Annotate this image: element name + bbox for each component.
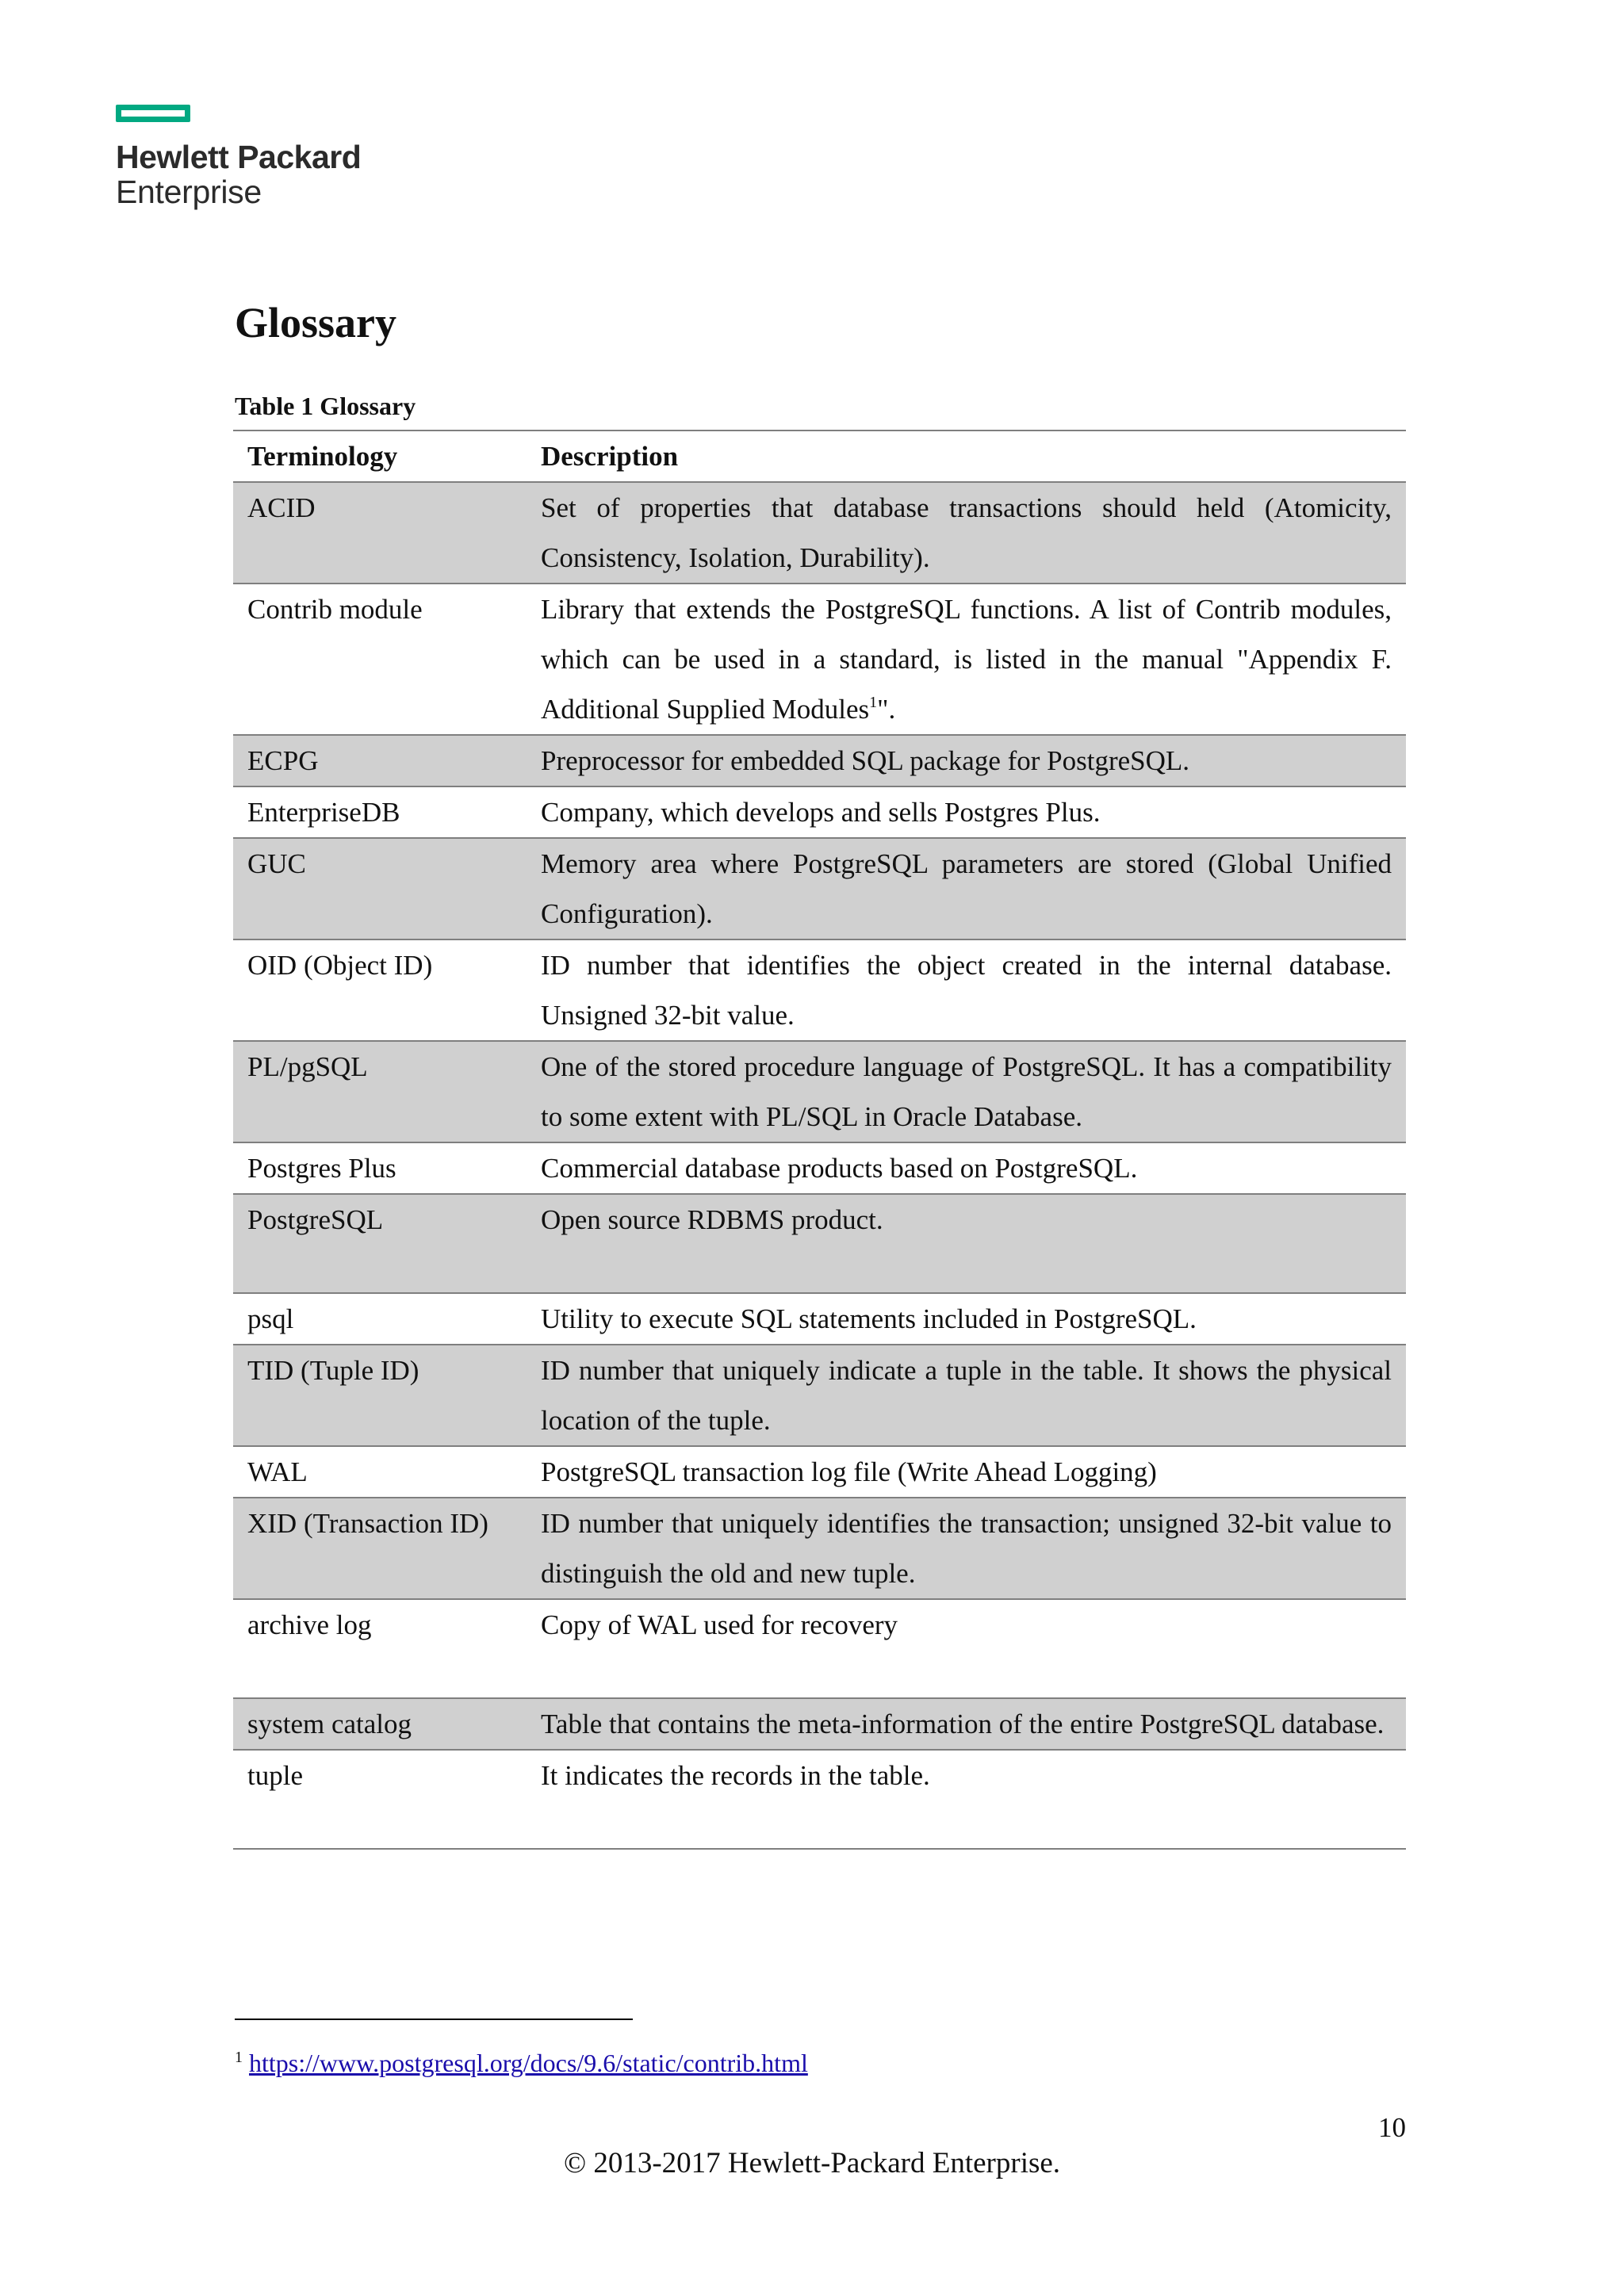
footnote-link[interactable]: https://www.postgresql.org/docs/9.6/static/contrib.html <box>249 2049 808 2077</box>
table-row <box>233 838 1406 939</box>
description-cell: Set of properties that database transactions should held (Atomicity, Consistency, Isolation, Durability). <box>527 482 1406 584</box>
hpe-logo-mark <box>116 105 190 122</box>
table-row <box>233 584 1406 735</box>
term-cell: Contrib module <box>233 584 527 735</box>
term-cell: PL/pgSQL <box>233 1041 527 1142</box>
description-cell: One of the stored procedure language of PostgreSQL. It has a compatibility to some extent with PL/SQL in Oracle Database. <box>527 1041 1406 1142</box>
description-cell: Table that contains the meta-information of the entire PostgreSQL database. <box>527 1698 1406 1750</box>
logo-text-line2: Enterprise <box>116 174 262 210</box>
description-cell: ID number that identifies the object created in the internal database. Unsigned 32-bit value. <box>527 939 1406 1041</box>
logo-text-line1: Hewlett Packard <box>116 139 362 175</box>
header-terminology: Terminology <box>233 430 527 482</box>
glossary-table <box>233 430 1406 1850</box>
table-row-spacer <box>233 1245 1406 1293</box>
description-text-end: ". <box>877 694 896 725</box>
table-caption: Table 1 Glossary <box>235 392 416 420</box>
description-cell: ID number that uniquely indicate a tuple in the table. It shows the physical location of the tuple. <box>527 1345 1406 1446</box>
term-cell: archive log <box>233 1599 527 1650</box>
description-cell: Memory area where PostgreSQL parameters are stored (Global Unified Configuration). <box>527 838 1406 939</box>
term-cell: EnterpriseDB <box>233 786 527 838</box>
table-row <box>233 939 1406 1041</box>
description-cell: Copy of WAL used for recovery <box>527 1599 1406 1650</box>
table-row <box>233 1142 1406 1194</box>
footnote-reference[interactable]: 1 <box>869 694 878 711</box>
term-cell: ECPG <box>233 735 527 786</box>
description-cell: Commercial database products based on PostgreSQL. <box>527 1142 1406 1194</box>
table-row <box>233 735 1406 786</box>
description-cell: PostgreSQL transaction log file (Write Ahead Logging) <box>527 1446 1406 1498</box>
term-cell: psql <box>233 1293 527 1345</box>
term-cell: PostgreSQL <box>233 1194 527 1245</box>
table-row-spacer <box>233 1800 1406 1849</box>
term-cell: tuple <box>233 1750 527 1800</box>
description-text: Library that extends the PostgreSQL functions. A list of Contrib modules, which can be used in a standard, is listed in the manual "Appendix F. Additional Supplied Modules <box>541 594 1392 725</box>
header-description: Description <box>527 430 1406 482</box>
table-row <box>233 1041 1406 1142</box>
description-cell <box>527 584 1406 735</box>
page-title: Glossary <box>235 299 397 346</box>
table-row <box>233 1446 1406 1498</box>
description-cell: ID number that uniquely identifies the transaction; unsigned 32-bit value to distinguish the old and new tuple. <box>527 1498 1406 1599</box>
description-cell: Utility to execute SQL statements included in PostgreSQL. <box>527 1293 1406 1345</box>
table-row <box>233 786 1406 838</box>
term-cell: WAL <box>233 1446 527 1498</box>
term-cell: GUC <box>233 838 527 939</box>
page-number: 10 <box>1378 2112 1406 2143</box>
term-cell: ACID <box>233 482 527 584</box>
footnote-separator <box>235 2019 633 2020</box>
table-row <box>233 482 1406 584</box>
table-row <box>233 1750 1406 1800</box>
footnote <box>235 2040 808 2080</box>
term-cell: XID (Transaction ID) <box>233 1498 527 1599</box>
description-cell: Preprocessor for embedded SQL package for PostgreSQL. <box>527 735 1406 786</box>
description-cell: Company, which develops and sells Postgres Plus. <box>527 786 1406 838</box>
term-cell: system catalog <box>233 1698 527 1750</box>
description-cell: Open source RDBMS product. <box>527 1194 1406 1245</box>
copyright-footer: © 2013-2017 Hewlett-Packard Enterprise. <box>563 2147 1061 2179</box>
description-cell: It indicates the records in the table. <box>527 1750 1406 1800</box>
table-row <box>233 1345 1406 1446</box>
table-row <box>233 1498 1406 1599</box>
term-cell: TID (Tuple ID) <box>233 1345 527 1446</box>
table-row <box>233 1698 1406 1750</box>
table-row <box>233 1293 1406 1345</box>
term-cell: OID (Object ID) <box>233 939 527 1041</box>
hpe-logo <box>116 105 361 209</box>
table-row-spacer <box>233 1650 1406 1698</box>
footnote-marker: 1 <box>235 2049 243 2066</box>
table-header-row <box>233 430 1406 482</box>
table-row <box>233 1194 1406 1245</box>
table-row <box>233 1599 1406 1650</box>
term-cell: Postgres Plus <box>233 1142 527 1194</box>
